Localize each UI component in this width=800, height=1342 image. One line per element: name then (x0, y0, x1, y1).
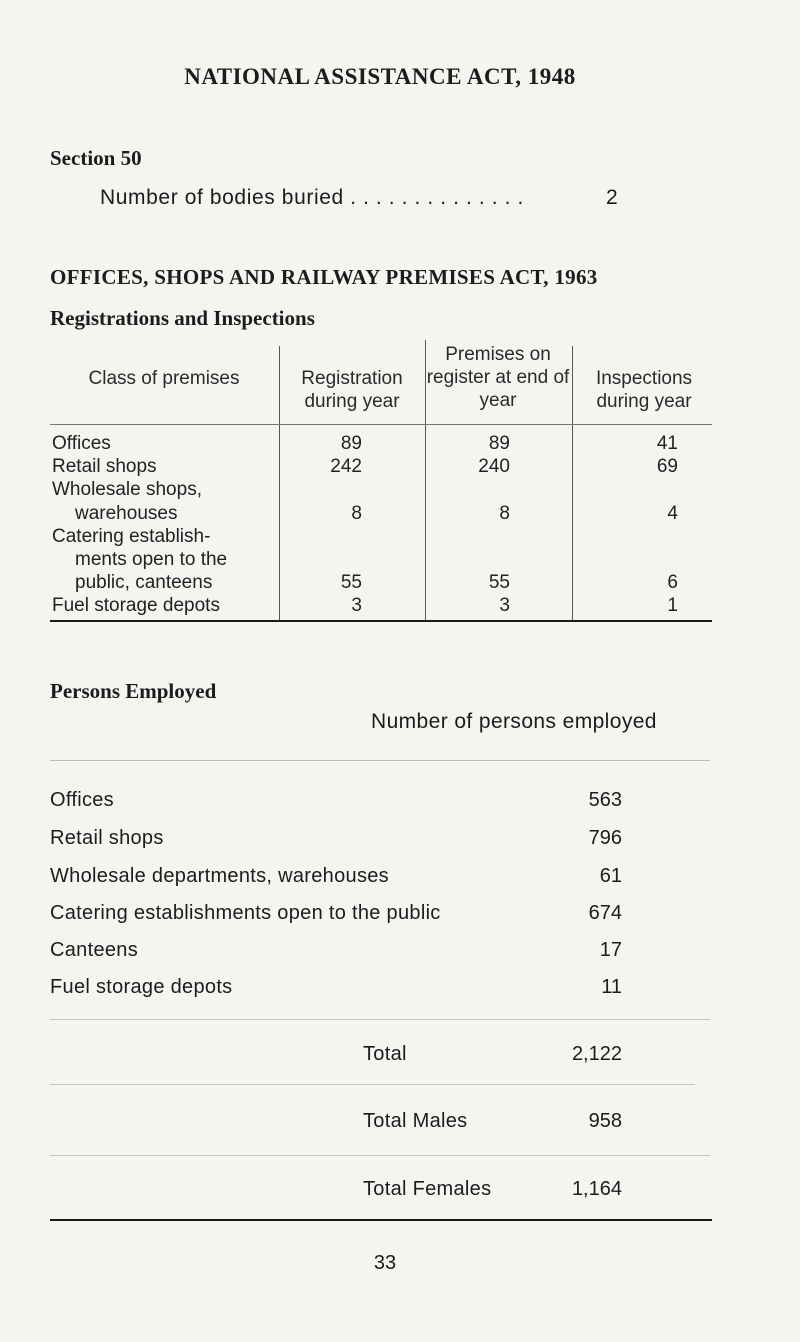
total-label: Total (363, 1043, 407, 1065)
total-males-label: Total Males (363, 1110, 468, 1132)
header-inspections: Inspections during year (595, 368, 693, 412)
row-label: Wholesale shops, (52, 479, 202, 500)
registration-value: 89 (340, 433, 362, 454)
employment-row-value: 674 (588, 902, 622, 924)
employment-row-value: 11 (601, 976, 622, 998)
bodies-buried-value: 2 (606, 186, 618, 209)
employment-row-label: Canteens (50, 939, 139, 961)
persons-bottom-rule (50, 1219, 712, 1221)
column-divider (572, 346, 573, 622)
premises-value: 55 (488, 572, 510, 593)
persons-header-rule (50, 760, 710, 761)
row-label: warehouses (75, 503, 178, 524)
header-premises-on-register: Premises on register at end of year (426, 344, 570, 411)
row-label: public, canteens (75, 572, 213, 593)
persons-employed-heading: Persons Employed (50, 679, 217, 703)
employment-row-label: Wholesale departments, warehouses (50, 865, 389, 887)
premises-value: 3 (499, 595, 510, 616)
inspections-value: 6 (667, 572, 678, 593)
totals-separator-rule (50, 1019, 710, 1020)
premises-value: 240 (478, 456, 510, 477)
registration-value: 8 (351, 503, 362, 524)
totals-separator-rule (50, 1155, 710, 1156)
inspections-value: 41 (656, 433, 678, 454)
table-bottom-rule (50, 620, 712, 622)
inspections-value: 4 (667, 503, 678, 524)
employment-row-label: Offices (50, 789, 114, 811)
inspections-value: 69 (656, 456, 678, 477)
employment-row-value: 17 (599, 939, 622, 961)
premises-value: 8 (499, 503, 510, 524)
header-registration: Registration during year (301, 368, 403, 412)
section-heading: Section 50 (50, 146, 142, 170)
employment-row-label: Fuel storage depots (50, 976, 233, 998)
row-label: Fuel storage depots (52, 595, 220, 616)
row-label: Catering establish- (52, 526, 211, 547)
row-label: ments open to the (75, 549, 228, 570)
bodies-buried-label: Number of bodies buried . . . . . . . . . . . . . . (100, 186, 524, 209)
registration-value: 3 (351, 595, 362, 616)
header-class-of-premises: Class of premises (88, 368, 240, 389)
row-label: Offices (52, 433, 111, 454)
total-females-value: 1,164 (571, 1178, 622, 1200)
header-divider-line (50, 424, 712, 425)
premises-value: 89 (488, 433, 510, 454)
total-value: 2,122 (571, 1043, 622, 1065)
total-females-label: Total Females (363, 1178, 492, 1200)
document-title: NATIONAL ASSISTANCE ACT, 1948 (184, 64, 576, 89)
totals-separator-rule (50, 1084, 695, 1085)
employment-row-value: 796 (588, 827, 622, 849)
employment-row-value: 61 (599, 865, 622, 887)
row-label: Retail shops (52, 456, 157, 477)
persons-column-label: Number of persons employed (371, 710, 657, 733)
employment-row-label: Catering establishments open to the public (50, 902, 441, 924)
inspections-value: 1 (667, 595, 678, 616)
employment-row-value: 563 (588, 789, 622, 811)
employment-row-label: Retail shops (50, 827, 164, 849)
registration-value: 242 (330, 456, 362, 477)
registrations-heading: Registrations and Inspections (50, 306, 315, 330)
page-number: 33 (373, 1252, 397, 1274)
total-males-value: 958 (588, 1110, 622, 1132)
registration-value: 55 (340, 572, 362, 593)
act-title: OFFICES, SHOPS AND RAILWAY PREMISES ACT, 1963 (50, 265, 598, 289)
